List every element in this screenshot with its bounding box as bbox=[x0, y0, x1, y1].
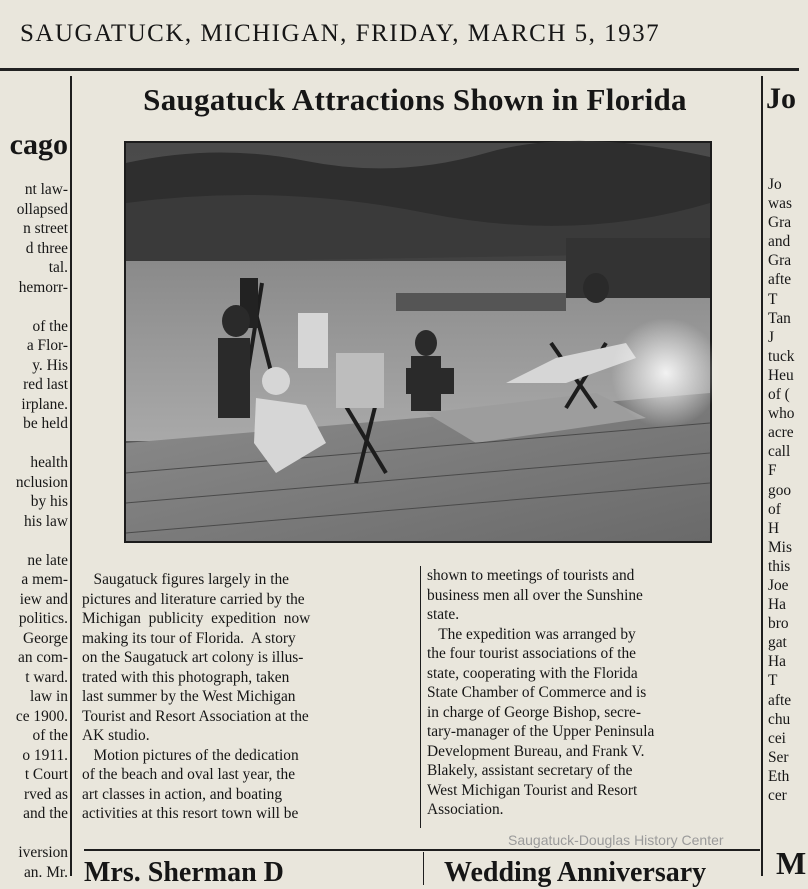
text-line: West Michigan Tourist and Resort bbox=[427, 781, 638, 799]
text-line: Ha bbox=[768, 596, 786, 614]
text-line: J bbox=[768, 328, 774, 346]
text-line: Motion pictures of the dedication bbox=[82, 746, 299, 764]
dateline: SAUGATUCK, MICHIGAN, FRIDAY, MARCH 5, 1937 bbox=[20, 20, 661, 47]
watermark: Saugatuck-Douglas History Center bbox=[508, 832, 724, 848]
text-line: T bbox=[768, 290, 778, 308]
far-right-headline: M bbox=[776, 845, 807, 881]
text-line: Eth bbox=[768, 767, 790, 785]
text-line: n street bbox=[23, 220, 68, 237]
text-line: Mis bbox=[768, 538, 792, 556]
bottom-column-divider bbox=[423, 852, 424, 885]
text-line: of bbox=[768, 500, 781, 518]
text-line: Development Bureau, and Frank V. bbox=[427, 742, 645, 760]
text-line: F bbox=[768, 462, 777, 480]
text-line: a mem- bbox=[21, 571, 68, 588]
text-line: The expedition was arranged by bbox=[427, 625, 636, 643]
text-line: Tourist and Resort Association at the bbox=[82, 707, 309, 725]
text-line: by his bbox=[30, 493, 68, 510]
text-line: of the bbox=[32, 317, 68, 335]
text-line: of the beach and oval last year, the bbox=[82, 766, 296, 783]
text-line: bro bbox=[768, 615, 789, 633]
text-line: an com- bbox=[18, 649, 68, 666]
text-line: chu bbox=[768, 710, 791, 728]
text-line: iew and bbox=[19, 590, 68, 608]
article-photo bbox=[124, 141, 712, 543]
text-line: iversion bbox=[18, 844, 68, 861]
text-line: was bbox=[768, 195, 792, 213]
text-line: afte bbox=[768, 271, 792, 289]
bottom-rule bbox=[84, 849, 760, 851]
right-column-text bbox=[768, 175, 808, 805]
text-line: goo bbox=[768, 481, 792, 499]
text-line: Ha bbox=[768, 653, 786, 671]
text-line: Ser bbox=[768, 748, 789, 766]
text-line: shown to meetings of tourists and bbox=[427, 567, 635, 584]
text-line: cei bbox=[768, 729, 786, 747]
text-line: call bbox=[768, 443, 791, 461]
text-line: tuck bbox=[768, 347, 795, 365]
text-line: Heu bbox=[768, 366, 794, 384]
text-line: art classes in action, and boating bbox=[82, 785, 283, 803]
text-line: irplane. bbox=[21, 395, 68, 413]
text-line: and bbox=[768, 233, 791, 251]
text-line: tal. bbox=[48, 259, 68, 276]
text-line: Gra bbox=[768, 252, 792, 270]
text-line: activities at this resort town will be bbox=[82, 805, 299, 822]
text-line: on the Saugatuck art colony is illus- bbox=[82, 649, 304, 666]
text-line: the four tourist associations of the bbox=[427, 645, 637, 662]
text-line: Gra bbox=[768, 214, 792, 232]
column-rule-left bbox=[70, 76, 72, 876]
text-line: tary-manager of the Upper Peninsula bbox=[427, 723, 655, 740]
text-line: o 1911. bbox=[22, 746, 68, 764]
text-line: t Court bbox=[24, 766, 68, 783]
text-line: state. bbox=[427, 606, 460, 623]
text-line: H bbox=[768, 519, 780, 537]
text-line: Tan bbox=[768, 309, 791, 327]
text-line: making its tour of Florida. A story bbox=[82, 629, 296, 647]
text-line: politics. bbox=[18, 610, 68, 627]
text-line: hemorr- bbox=[18, 278, 68, 296]
text-line: business men all over the Sunshine bbox=[427, 586, 643, 604]
text-line: cer bbox=[768, 787, 787, 804]
text-line: of ( bbox=[768, 386, 790, 404]
text-line: who bbox=[768, 405, 795, 423]
text-line: law in bbox=[29, 688, 68, 705]
text-line: State Chamber of Commerce and is bbox=[427, 684, 647, 701]
text-line: t ward. bbox=[25, 668, 68, 686]
text-line: Jo bbox=[768, 176, 782, 193]
text-line: T bbox=[768, 672, 778, 690]
text-line: George bbox=[22, 629, 68, 647]
text-line: Blakely, assistant secretary of the bbox=[427, 762, 633, 779]
text-line: Michigan publicity expedition now bbox=[82, 610, 311, 627]
text-line: rved as bbox=[23, 785, 68, 803]
text-line: state, cooperating with the Florida bbox=[427, 664, 638, 682]
text-line: acre bbox=[768, 424, 794, 442]
text-line: a Flor- bbox=[26, 337, 68, 354]
text-line: be held bbox=[23, 415, 68, 432]
text-line: this bbox=[768, 557, 791, 575]
text-line: Joe bbox=[768, 576, 789, 594]
text-line: Saugatuck figures largely in the bbox=[82, 571, 290, 588]
right-column-headline: Jo bbox=[766, 82, 796, 115]
article-body-left bbox=[82, 570, 416, 824]
text-line: nt law- bbox=[24, 181, 68, 198]
text-line: ce 1900. bbox=[15, 707, 68, 725]
article-body-right bbox=[427, 566, 763, 820]
text-line: an. Mr. bbox=[23, 863, 68, 881]
text-line: and the bbox=[23, 805, 68, 822]
text-line: trated with this photograph, taken bbox=[82, 668, 290, 686]
text-line: red last bbox=[23, 376, 68, 393]
left-column-headline: cago bbox=[9, 128, 68, 161]
text-line: AK studio. bbox=[82, 727, 150, 744]
photo-drawing bbox=[126, 143, 710, 541]
bottom-right-headline: Wedding Anniversary bbox=[444, 857, 707, 888]
bottom-left-headline: Mrs. Sherman D bbox=[84, 857, 284, 888]
text-line: of the bbox=[32, 727, 68, 744]
text-line: y. His bbox=[32, 356, 68, 374]
text-line: nclusion bbox=[15, 473, 68, 491]
text-line: health bbox=[30, 454, 68, 471]
left-column-text bbox=[0, 180, 68, 882]
text-line: his law bbox=[23, 512, 68, 530]
text-line: last summer by the West Michigan bbox=[82, 688, 296, 705]
text-line: Association. bbox=[427, 801, 504, 818]
text-line: pictures and literature carried by the bbox=[82, 590, 305, 608]
text-line: gat bbox=[768, 634, 787, 652]
text-line: ne late bbox=[27, 551, 68, 569]
text-line: in charge of George Bishop, secre- bbox=[427, 703, 641, 721]
text-line: d three bbox=[25, 239, 68, 257]
body-column-divider bbox=[420, 566, 421, 828]
text-line: afte bbox=[768, 691, 792, 709]
masthead-bar bbox=[0, 0, 799, 71]
text-line: ollapsed bbox=[16, 200, 68, 218]
article-headline: Saugatuck Attractions Shown in Florida bbox=[143, 82, 687, 117]
